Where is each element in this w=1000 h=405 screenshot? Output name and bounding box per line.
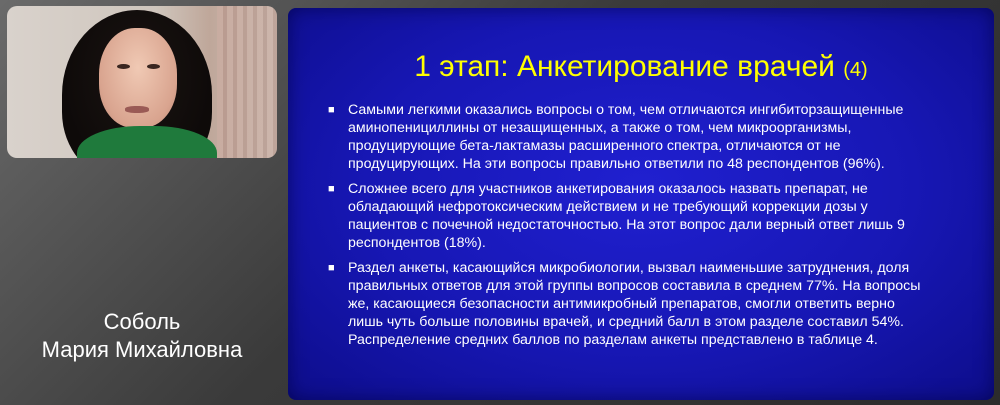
speaker-given-name: Мария Михайловна (41, 337, 243, 362)
bullet-line: продуцирующих. На эти вопросы правильно ответили по 48 респондентов (96%). (348, 156, 885, 172)
bullet-line: Самыми легкими оказались вопросы о том, чем отличаются ингибиторзащищенные (348, 102, 904, 118)
bullet-line: Раздел анкеты, касающийся микробиологии, вызвал наименьшие затруднения, доля (348, 260, 910, 276)
bullet-line: лишь чуть больше половины врачей, и средний балл в этом разделе составил 54%. (348, 314, 904, 330)
bullet-line: продуцирующие бета-лактамазы расширенного спектра, отличаются от не (348, 138, 841, 154)
bullet-line: же, касающиеся безопасности антимикробный препаратов, смогли ответить верно (348, 296, 895, 312)
bullet-line: обладающий нефротоксическим действием и не требующий коррекции дозы у (348, 199, 868, 215)
background-curtain (217, 6, 277, 158)
slide-title-number: (4) (843, 59, 868, 81)
speaker-name (0, 308, 284, 364)
speaker-surname: Соболь (103, 309, 181, 334)
slide-title-text: 1 этап: Анкетирование врачей (414, 50, 835, 83)
slide-bullet-list (328, 101, 968, 356)
bullet-line: пациентов с почечной недостаточностью. На этот вопрос дали верный ответ лишь 9 (348, 217, 905, 233)
speaker-mouth (125, 106, 149, 113)
bullet-marker-icon: ■ (328, 104, 335, 116)
speaker-eye-right (147, 64, 160, 69)
bullet-line: Распределение средних баллов по разделам анкеты представлено в таблице 4. (348, 332, 878, 348)
bullet-marker-icon: ■ (328, 262, 335, 274)
bullet-marker-icon: ■ (328, 183, 335, 195)
slide-bullet (328, 259, 968, 349)
bullet-line: правильных ответов для этой группы вопросов составила в среднем 77%. На вопросы (348, 278, 921, 294)
bullet-line: аминопенициллины от незащищенных, а также о том, чем микроорганизмы, (348, 120, 852, 136)
bullet-line: Сложнее всего для участников анкетирования оказалось назвать препарат, не (348, 181, 868, 197)
slide-bullet (328, 180, 968, 252)
slide-title (288, 50, 994, 84)
presentation-slide (288, 8, 994, 400)
speaker-face (99, 28, 177, 128)
bullet-line: респондентов (18%). (348, 235, 486, 251)
slide-bullet (328, 101, 968, 173)
speaker-eye-left (117, 64, 130, 69)
speaker-video (7, 6, 277, 158)
